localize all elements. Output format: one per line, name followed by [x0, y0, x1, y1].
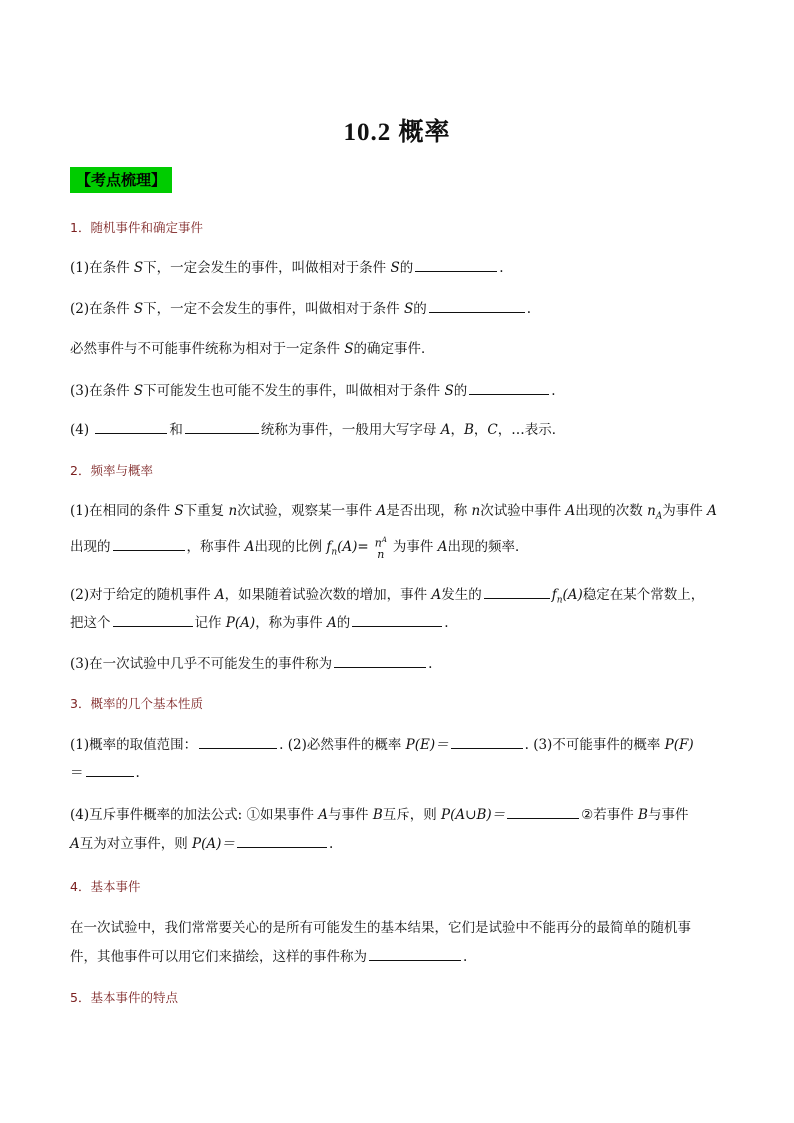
heading-3: 3．概率的几个基本性质: [70, 696, 203, 711]
s2-line-5: (3)在一次试验中几乎不可能发生的事件称为 .: [70, 653, 730, 674]
s3-line-4: A互为对立事件，则 P(A)＝ .: [70, 833, 730, 854]
s2-line-2: 出现的 ，称事件 A出现的比例 $f_n(A)=$ $n^A$ n 为事件 A出现的频率．: [70, 535, 529, 562]
blank-field[interactable]: [237, 833, 327, 848]
blank-field[interactable]: [86, 762, 134, 777]
s2-line-4: 把这个 记作 P(A)，称为事件 A的 .: [70, 612, 730, 633]
s2-line-1: (1)在相同的条件 S下重复 n次试验，观察某一事件 A是否出现，称 n次试验中事件 A出现的次数 $n_A$为事件 A: [70, 503, 717, 522]
blank-field[interactable]: [429, 298, 525, 313]
s3-line-3: (4)互斥事件概率的加法公式: ①如果事件 A与事件 B互斥，则 P(A∪B)＝ ②若事件 B与事件: [70, 804, 730, 825]
blank-field[interactable]: [334, 653, 426, 668]
heading-5: 5．基本事件的特点: [70, 990, 178, 1005]
blank-field[interactable]: [469, 380, 549, 395]
s4-line-1: 在一次试验中，我们常常要关心的是所有可能发生的基本结果，它们是试验中不能再分的最简单的随机事: [70, 920, 691, 936]
heading-1: 1．随机事件和确定事件: [70, 220, 203, 235]
section-tag: 【考点梳理】: [70, 167, 172, 193]
blank-field[interactable]: [451, 734, 523, 749]
blank-field[interactable]: [415, 257, 497, 272]
s1-line-2: (2)在条件 S下，一定不会发生的事件，叫做相对于条件 S的 .: [70, 298, 730, 319]
heading-2: 2．频率与概率: [70, 463, 153, 478]
blank-field[interactable]: [185, 419, 259, 434]
blank-field[interactable]: [113, 536, 185, 551]
blank-field[interactable]: [369, 946, 461, 961]
fraction: $n^A$ n: [374, 535, 387, 562]
s4-line-2: 件，其他事件可以用它们来描绘，这样的事件称为 .: [70, 946, 730, 967]
blank-field[interactable]: [199, 734, 277, 749]
blank-field[interactable]: [113, 612, 193, 627]
s3-line-2: ＝ .: [70, 762, 730, 783]
blank-field[interactable]: [484, 584, 550, 599]
blank-field[interactable]: [95, 419, 167, 434]
s1-line-4: (3)在条件 S下可能发生也可能不发生的事件，叫做相对于条件 S的 .: [70, 380, 730, 401]
blank-field[interactable]: [507, 804, 579, 819]
page-title: 10.2 概率: [343, 119, 451, 146]
blank-field[interactable]: [352, 612, 442, 627]
s2-line-3: (2)对于给定的随机事件 A，如果随着试验次数的增加，事件 A发生的 $f_n(A)$稳定在某个常数上，: [70, 584, 730, 611]
s3-line-1: (1)概率的取值范围： . (2)必然事件的概率 P(E)＝ . (3)不可能事件的概率 P(F): [70, 734, 730, 755]
s1-line-1: (1)在条件 S下，一定会发生的事件，叫做相对于条件 S的 .: [70, 257, 730, 278]
s1-line-5: (4) 和 统称为事件，一般用大写字母 A，B，C，…表示．: [70, 419, 730, 440]
s1-line-3: 必然事件与不可能事件统称为相对于一定条件 S的确定事件．: [70, 341, 435, 357]
heading-4: 4．基本事件: [70, 879, 141, 894]
